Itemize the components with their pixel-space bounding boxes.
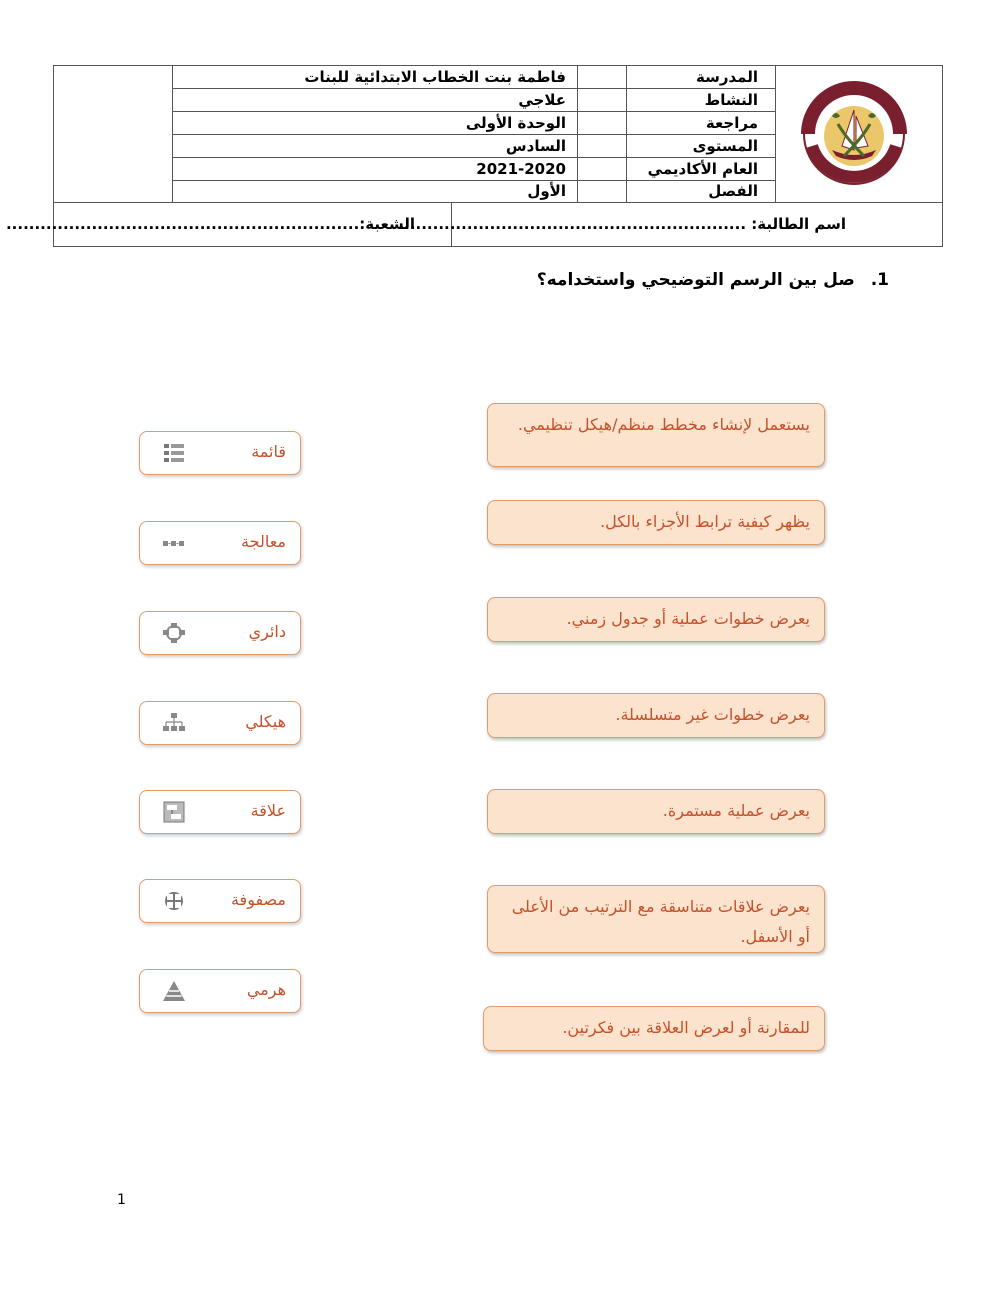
type-label: قائمة [251, 442, 286, 461]
label-term: الفصل [708, 182, 758, 200]
value-school: فاطمة بنت الخطاب الابتدائية للبنات [304, 68, 566, 86]
type-label: علاقة [250, 801, 286, 820]
student-name-field: اسم الطالبة: ............................................................. [398, 215, 846, 233]
label-activity: النشاط [704, 91, 758, 109]
question-number: 1. [870, 270, 889, 290]
type-label: هيكلي [245, 712, 286, 731]
value-level: السادس [505, 137, 566, 155]
label-level: المستوى [692, 137, 758, 155]
type-box-cycle[interactable] [139, 611, 301, 655]
relationship-icon [162, 801, 186, 823]
cycle-icon [162, 622, 186, 644]
hierarchy-icon [162, 712, 186, 734]
type-box-process[interactable] [139, 521, 301, 565]
qatar-ministry-logo-icon [798, 80, 910, 188]
header-table [5, 65, 943, 247]
description-box-6[interactable]: يعرض علاقات متناسقة مع الترتيب من الأعلى أو الأسفل. [487, 885, 825, 953]
type-label: دائري [248, 622, 286, 641]
matrix-icon [162, 890, 186, 912]
question-1 [537, 270, 889, 290]
type-label: مصفوفة [230, 890, 286, 909]
value-term: الأول [527, 182, 566, 200]
type-box-list[interactable] [139, 431, 301, 475]
process-icon [162, 532, 186, 554]
list-icon [162, 442, 186, 464]
value-year: 2021-2020 [476, 160, 566, 178]
description-box-7[interactable]: للمقارنة أو لعرض العلاقة بين فكرتين. [483, 1006, 825, 1051]
description-box-2[interactable]: يظهر كيفية ترابط الأجزاء بالكل. [487, 500, 825, 545]
section-field: الشعبة:.............................................................. [5, 215, 415, 233]
type-box-relationship[interactable] [139, 790, 301, 834]
page-number: 1 [117, 1192, 126, 1208]
type-box-matrix[interactable] [139, 879, 301, 923]
type-box-pyramid[interactable] [139, 969, 301, 1013]
description-box-5[interactable]: يعرض عملية مستمرة. [487, 789, 825, 834]
value-review: الوحدة الأولى [465, 114, 566, 132]
description-box-4[interactable]: يعرض خطوات غير متسلسلة. [487, 693, 825, 738]
type-label: معالجة [241, 532, 286, 551]
pyramid-icon [162, 980, 186, 1002]
type-box-hierarchy[interactable] [139, 701, 301, 745]
type-label: هرمي [246, 980, 286, 999]
description-box-3[interactable]: يعرض خطوات عملية أو جدول زمني. [487, 597, 825, 642]
label-school: المدرسة [696, 68, 758, 86]
label-review: مراجعة [705, 114, 758, 132]
value-activity: علاجي [518, 91, 566, 109]
label-year: العام الأكاديمي [647, 160, 758, 178]
question-text: صل بين الرسم التوضيحي واستخدامه؟ [536, 270, 855, 290]
description-box-1[interactable]: يستعمل لإنشاء مخطط منظم/هيكل تنظيمي. [487, 403, 825, 467]
